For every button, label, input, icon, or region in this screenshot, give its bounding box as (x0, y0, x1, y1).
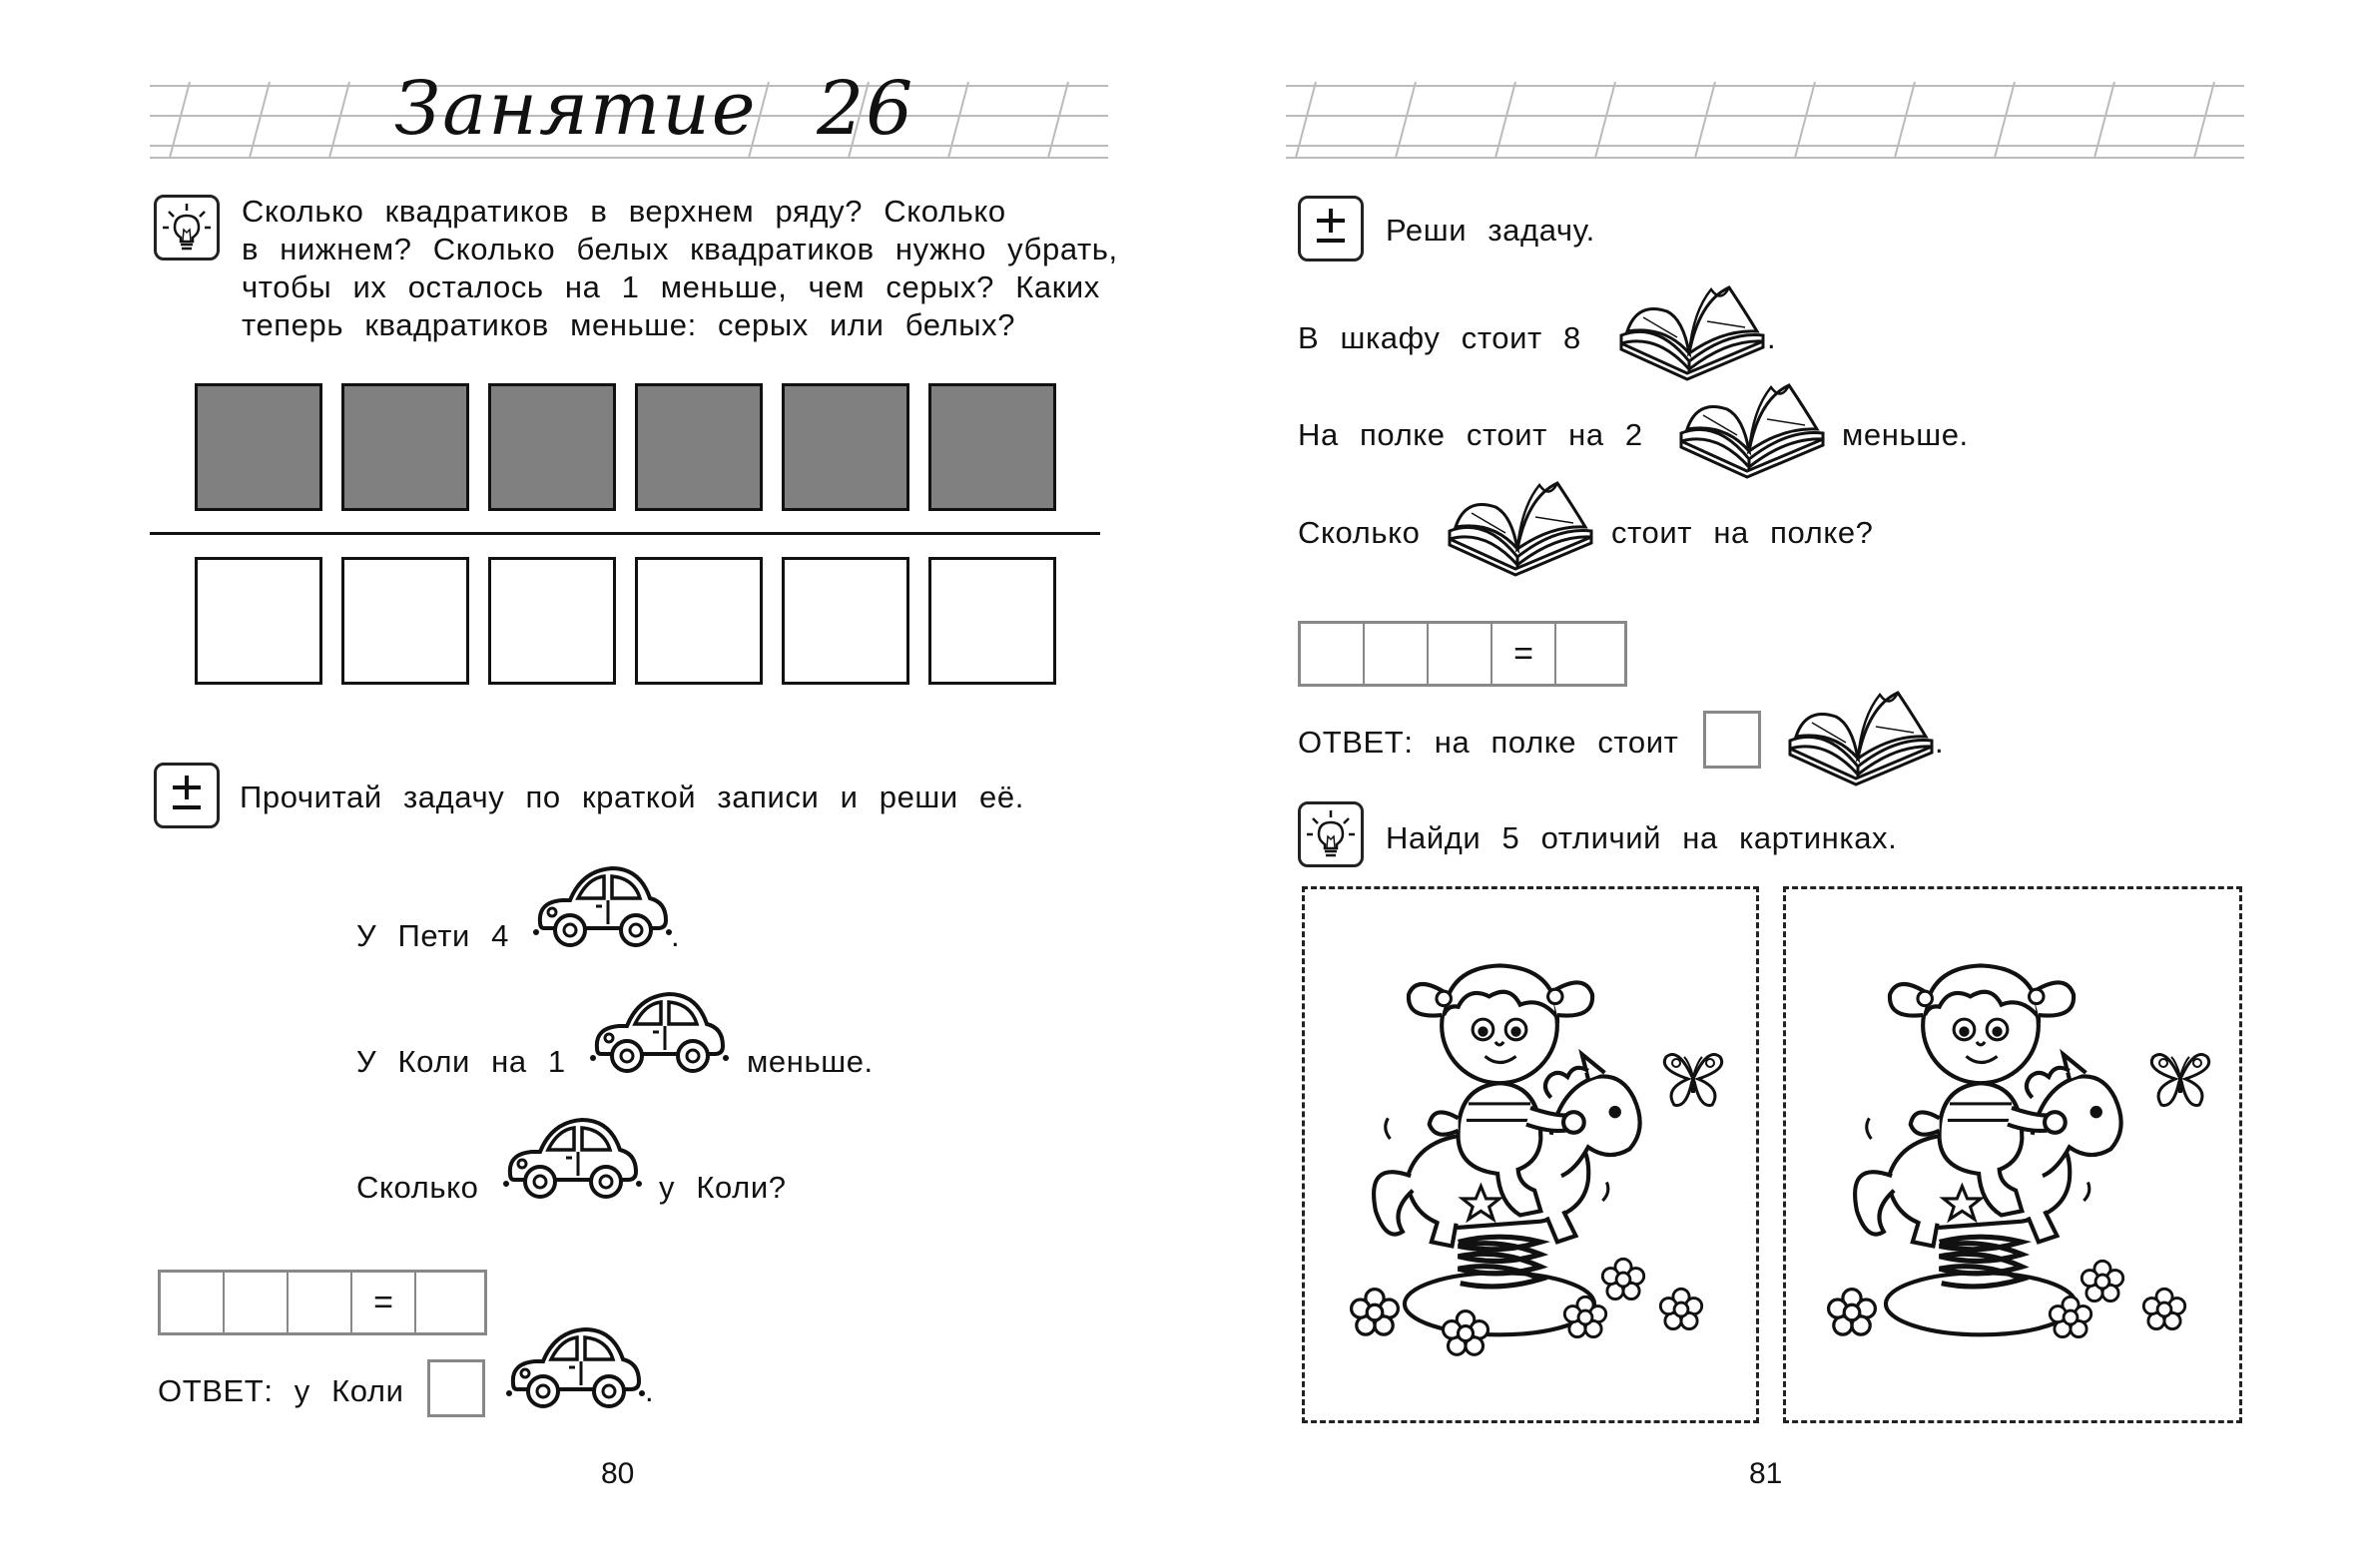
task1-line2-text: На полке стоит на 2 (1298, 417, 1643, 452)
white-square (195, 557, 322, 685)
white-square (341, 557, 469, 685)
gray-square (928, 383, 1056, 511)
equation-cells (1298, 621, 1627, 687)
gray-square (195, 383, 322, 511)
task2-line1-text: У Пети 4 (356, 918, 509, 953)
task2-line3-text: Сколько (356, 1170, 479, 1205)
equals-sign: = (352, 1273, 416, 1332)
equation-cell[interactable] (225, 1273, 289, 1332)
right-page (1190, 0, 2380, 1561)
car-icon (505, 1323, 645, 1423)
lesson-title: Занятие 26 (394, 66, 915, 152)
task2-line1-end: . (671, 918, 681, 953)
gray-square (782, 383, 909, 511)
task1-line: теперь квадратиков меньше: серых или белых? (242, 307, 1016, 342)
task2-instruction: Прочитай задачу по краткой записи и реши её. (240, 780, 1024, 814)
book-icon (1786, 687, 1936, 786)
white-square (488, 557, 616, 685)
equation-cell[interactable] (161, 1273, 225, 1332)
task2-line2-text: У Коли на 1 (356, 1044, 566, 1079)
plus-minus-icon (154, 763, 220, 828)
gray-square (341, 383, 469, 511)
answer-box[interactable] (427, 1359, 485, 1417)
butterfly-icon[interactable] (1658, 1043, 1728, 1113)
equation-cell[interactable] (1365, 624, 1429, 684)
equals-sign: = (1492, 624, 1556, 684)
plus-minus-icon (1298, 196, 1364, 261)
handwriting-guide-lines (1286, 78, 2244, 168)
car-icon (502, 1114, 642, 1214)
page-number: 80 (601, 1457, 635, 1490)
page-number: 81 (1749, 1457, 1783, 1490)
car-icon (589, 988, 729, 1088)
flower-icon[interactable] (1349, 1287, 1401, 1338)
task1-question (242, 193, 1118, 344)
answer-end: . (1935, 725, 1945, 760)
car-icon (532, 862, 672, 962)
equation-cell[interactable] (1429, 624, 1492, 684)
task1-line3-end: стоит на полке? (1611, 515, 1874, 550)
picture-frame-left (1302, 886, 1759, 1423)
picture-frame-right (1783, 886, 2242, 1423)
equation-cell[interactable] (1301, 624, 1365, 684)
answer-label: ОТВЕТ: у Коли (158, 1373, 404, 1408)
task1-line1-end: . (1767, 320, 1777, 355)
lightbulb-icon (154, 195, 220, 260)
task1-line: в нижнем? Сколько белых квадратиков нужно убрать, (242, 232, 1118, 266)
answer-end: . (645, 1373, 655, 1408)
task1-line: чтобы их осталось на 1 меньше, чем серых? Каких (242, 269, 1100, 304)
divider-line (150, 532, 1100, 535)
equation-cell[interactable] (416, 1273, 480, 1332)
task2-line3-end: у Коли? (659, 1170, 787, 1205)
white-square (782, 557, 909, 685)
answer-box[interactable] (1703, 711, 1761, 769)
flower-icon[interactable] (1600, 1257, 1646, 1302)
flower-icon[interactable] (1441, 1308, 1490, 1358)
equation-cell[interactable] (289, 1273, 352, 1332)
flower-icon[interactable] (2141, 1287, 2187, 1332)
task1-line3-text: Сколько (1298, 515, 1421, 550)
task2-line2-end: меньше. (747, 1044, 874, 1079)
flower-icon[interactable] (1826, 1287, 1878, 1338)
book-icon (1617, 281, 1767, 381)
equation-cells (158, 1270, 487, 1335)
task1-line1-text: В шкафу стоит 8 (1298, 320, 1581, 355)
task1-instruction: Реши задачу. (1386, 213, 1595, 248)
white-square (928, 557, 1056, 685)
task1-line2-end: меньше. (1842, 417, 1969, 452)
gray-square (635, 383, 763, 511)
task2-instruction: Найди 5 отличий на картинках. (1386, 820, 1898, 855)
book-icon (1677, 379, 1827, 479)
task1-line: Сколько квадратиков в верхнем ряду? Сколько (242, 194, 1006, 229)
gray-square (488, 383, 616, 511)
lightbulb-icon (1298, 801, 1364, 867)
equation-cell[interactable] (1556, 624, 1620, 684)
white-square (635, 557, 763, 685)
butterfly-icon[interactable] (2145, 1043, 2215, 1113)
flower-icon[interactable] (1658, 1287, 1704, 1332)
book-icon (1446, 477, 1595, 577)
flower-icon[interactable] (2080, 1259, 2125, 1304)
answer-label: ОТВЕТ: на полке стоит (1298, 725, 1679, 760)
